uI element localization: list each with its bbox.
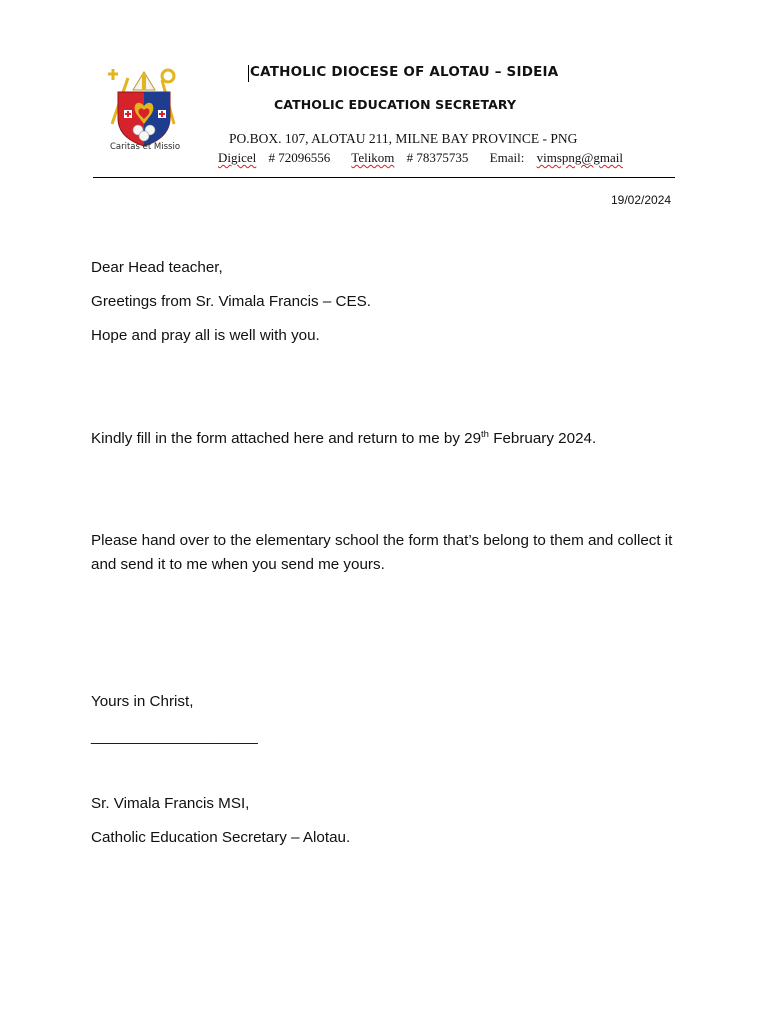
request-paragraph [91, 427, 596, 451]
organization-name: CATHOLIC DIOCESE OF ALOTAU – SIDEIA [250, 64, 559, 80]
request-text-part1: Kindly fill in the form attached here and return to me by 29 [91, 430, 482, 447]
salutation: Dear Head teacher, [91, 259, 223, 276]
signatory-title: Catholic Education Secretary – Alotau. [91, 829, 351, 846]
contact-line [218, 150, 641, 166]
greeting: Greetings from Sr. Vimala Francis – CES. [91, 293, 371, 310]
letter-date: 19/02/2024 [611, 193, 672, 207]
email-label: Email: [489, 150, 525, 165]
letterhead-divider [93, 177, 675, 178]
department-name: CATHOLIC EDUCATION SECRETARY [274, 97, 517, 112]
wish: Hope and pray all is well with you. [91, 327, 320, 344]
digicel-label: Digicel [218, 150, 257, 165]
instruction-paragraph: Please hand over to the elementary school the form that’s belong to them and collect it and send it to me when you send me yours. [91, 532, 673, 573]
closing: Yours in Christ, [91, 693, 194, 710]
logo-caption: Caritas et Missio [109, 142, 181, 152]
digicel-contact [218, 150, 339, 165]
signature-line: ____________________ [91, 728, 258, 745]
telikom-number: # 78375735 [406, 150, 469, 165]
telikom-contact [351, 150, 477, 165]
request-text-part2: February 2024. [488, 430, 597, 447]
email-address: vimspng@gmail [536, 150, 623, 165]
telikom-label: Telikom [351, 150, 395, 165]
signatory-name: Sr. Vimala Francis MSI, [91, 795, 250, 812]
request-superscript: th [481, 428, 489, 440]
email-contact [490, 150, 632, 165]
digicel-number: # 72096556 [268, 150, 331, 165]
postal-address: PO.BOX. 107, ALOTAU 211, MILNE BAY PROVINCE - PNG [229, 131, 578, 146]
